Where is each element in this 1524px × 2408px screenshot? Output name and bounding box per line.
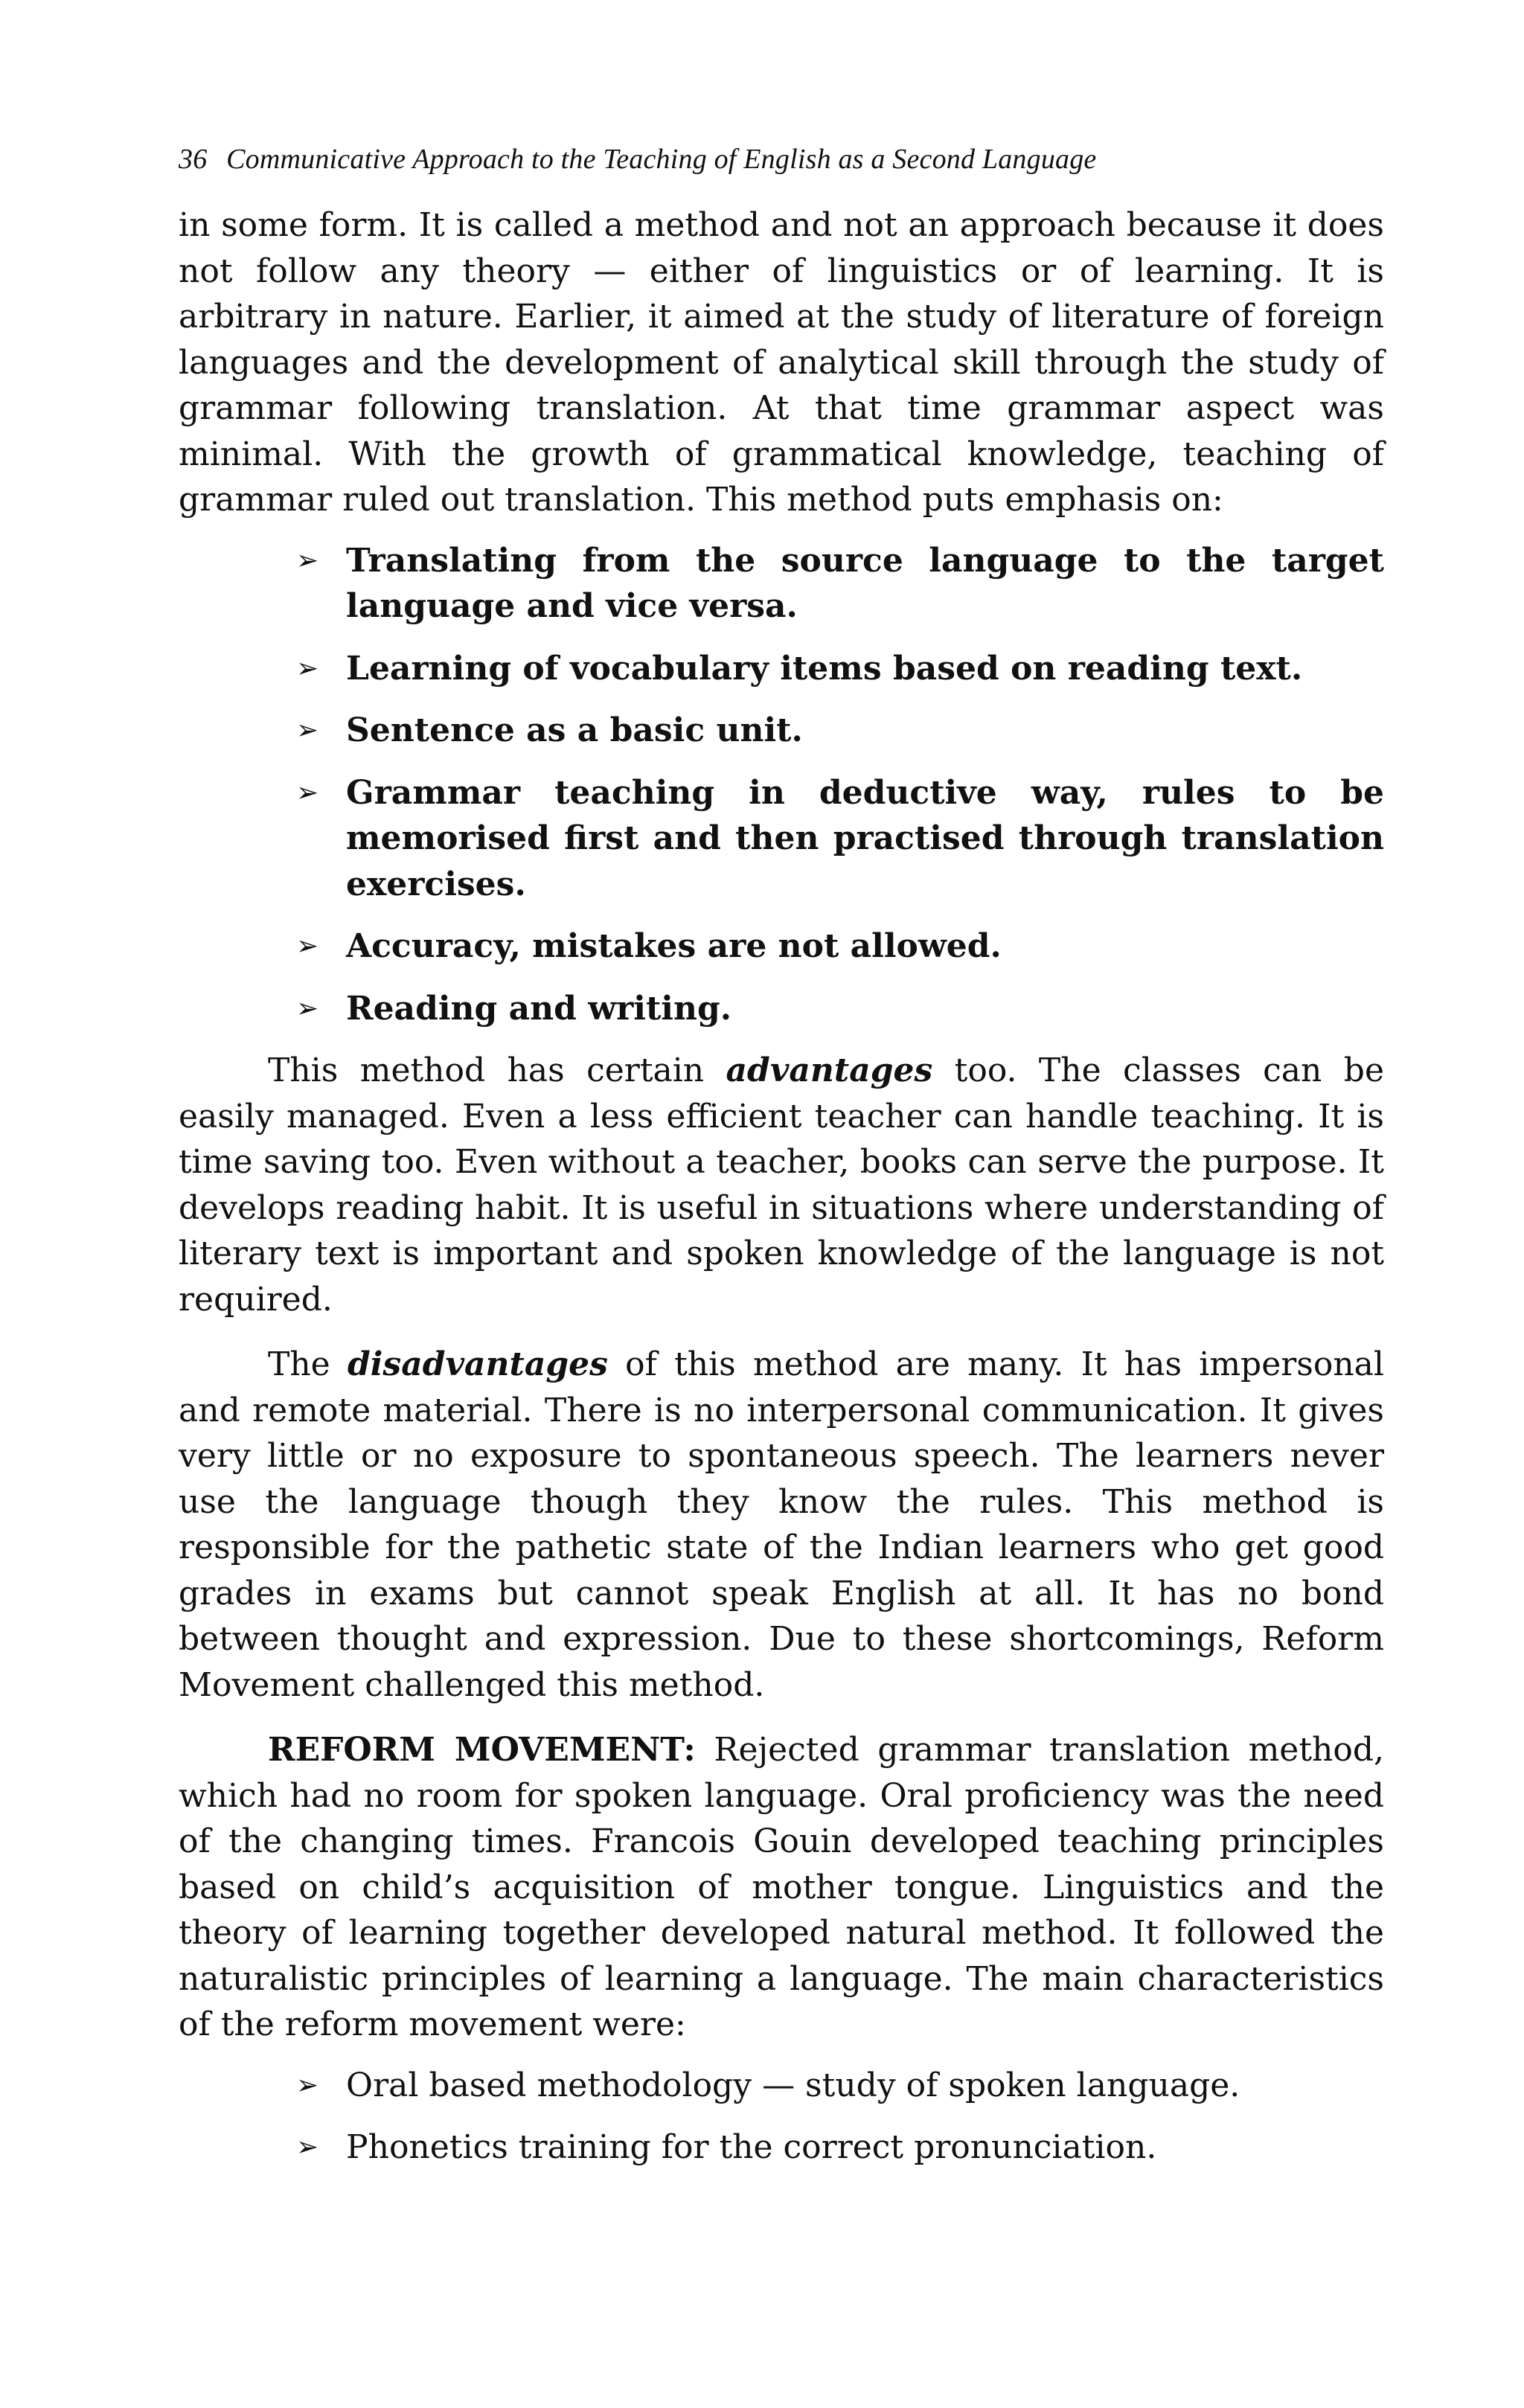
reform-list xyxy=(179,2063,1384,2171)
list-item: ➢ Oral based methodology — study of spoken language. xyxy=(179,2063,1384,2109)
arrow-bullet-icon: ➢ xyxy=(296,545,319,576)
list-item: ➢ Grammar teaching in deductive way, rules to be memorised first and then practised through translation exercises. xyxy=(179,770,1384,908)
list-item: ➢ Accuracy, mistakes are not allowed. xyxy=(179,923,1384,970)
paragraph-grammar-translation: in some form. It is called a method and not an approach because it does not follow any theory — either of linguistics or of learning. It is arbitrary in nature. Earlier, it aimed at the study of literature of foreign languages and the development of analytical skill through the study of grammar following translation. At that time grammar aspect was minimal. With the growth of grammatical knowledge, teaching of grammar ruled out translation. This method puts emphasis on: xyxy=(179,206,1384,519)
list-item: ➢ Sentence as a basic unit. xyxy=(179,708,1384,754)
term-disadvantages: disadvantages xyxy=(347,1345,608,1383)
list-item: ➢ Phonetics training for the correct pronunciation. xyxy=(179,2124,1384,2171)
arrow-bullet-icon: ➢ xyxy=(296,2132,319,2162)
paragraph-advantages: This method has certain advantages too. The classes can be easily managed. Even a less efficient teacher can handle teaching. It is time saving too. Even without a teacher, books can serve the purpose. It develops reading habit. It is useful in situations where understanding of literary text is important and spoken knowledge of the language is not required. xyxy=(179,1051,1384,1319)
arrow-bullet-icon: ➢ xyxy=(296,993,319,1024)
list-item: ➢ Learning of vocabulary items based on reading text. xyxy=(179,646,1384,692)
list-item: ➢ Translating from the source language to the target language and vice versa. xyxy=(179,538,1384,630)
arrow-bullet-icon: ➢ xyxy=(296,653,319,684)
paragraph-reform-movement: REFORM MOVEMENT: Rejected grammar translation method, which had no room for spoken language. Oral proficiency was the need of the changing times. Francois Gouin developed teaching principles based on child’s acquisition of mother tongue. Linguistics and the theory of learning together developed natural method. It followed the naturalistic principles of learning a language. The main characteristics of the reform movement were: xyxy=(179,1731,1384,2043)
arrow-bullet-icon: ➢ xyxy=(296,715,319,746)
book-title: Communicative Approach to the Teaching of English as a Second Language xyxy=(226,144,1097,175)
arrow-bullet-icon: ➢ xyxy=(296,2069,319,2101)
arrow-bullet-icon: ➢ xyxy=(296,931,319,961)
running-head xyxy=(179,141,1384,177)
paragraph-disadvantages: The disadvantages of this method are many. It has impersonal and remote material. There is no interpersonal communication. It gives very little or no exposure to spontaneous speech. The learners never use the language though they know the rules. This method is responsible for the pathetic state of the Indian learners who get good grades in exams but cannot speak English at all. It has no bond between thought and expression. Due to these shortcomings, Reform Movement challenged this method. xyxy=(179,1345,1384,1704)
book-page xyxy=(179,141,1384,2187)
list-item: ➢ Reading and writing. xyxy=(179,986,1384,1032)
page-number: 36 xyxy=(179,144,208,175)
arrow-bullet-icon: ➢ xyxy=(296,777,319,808)
emphasis-list xyxy=(179,538,1384,1032)
term-advantages: advantages xyxy=(726,1051,933,1089)
section-heading: REFORM MOVEMENT: xyxy=(268,1731,696,1769)
